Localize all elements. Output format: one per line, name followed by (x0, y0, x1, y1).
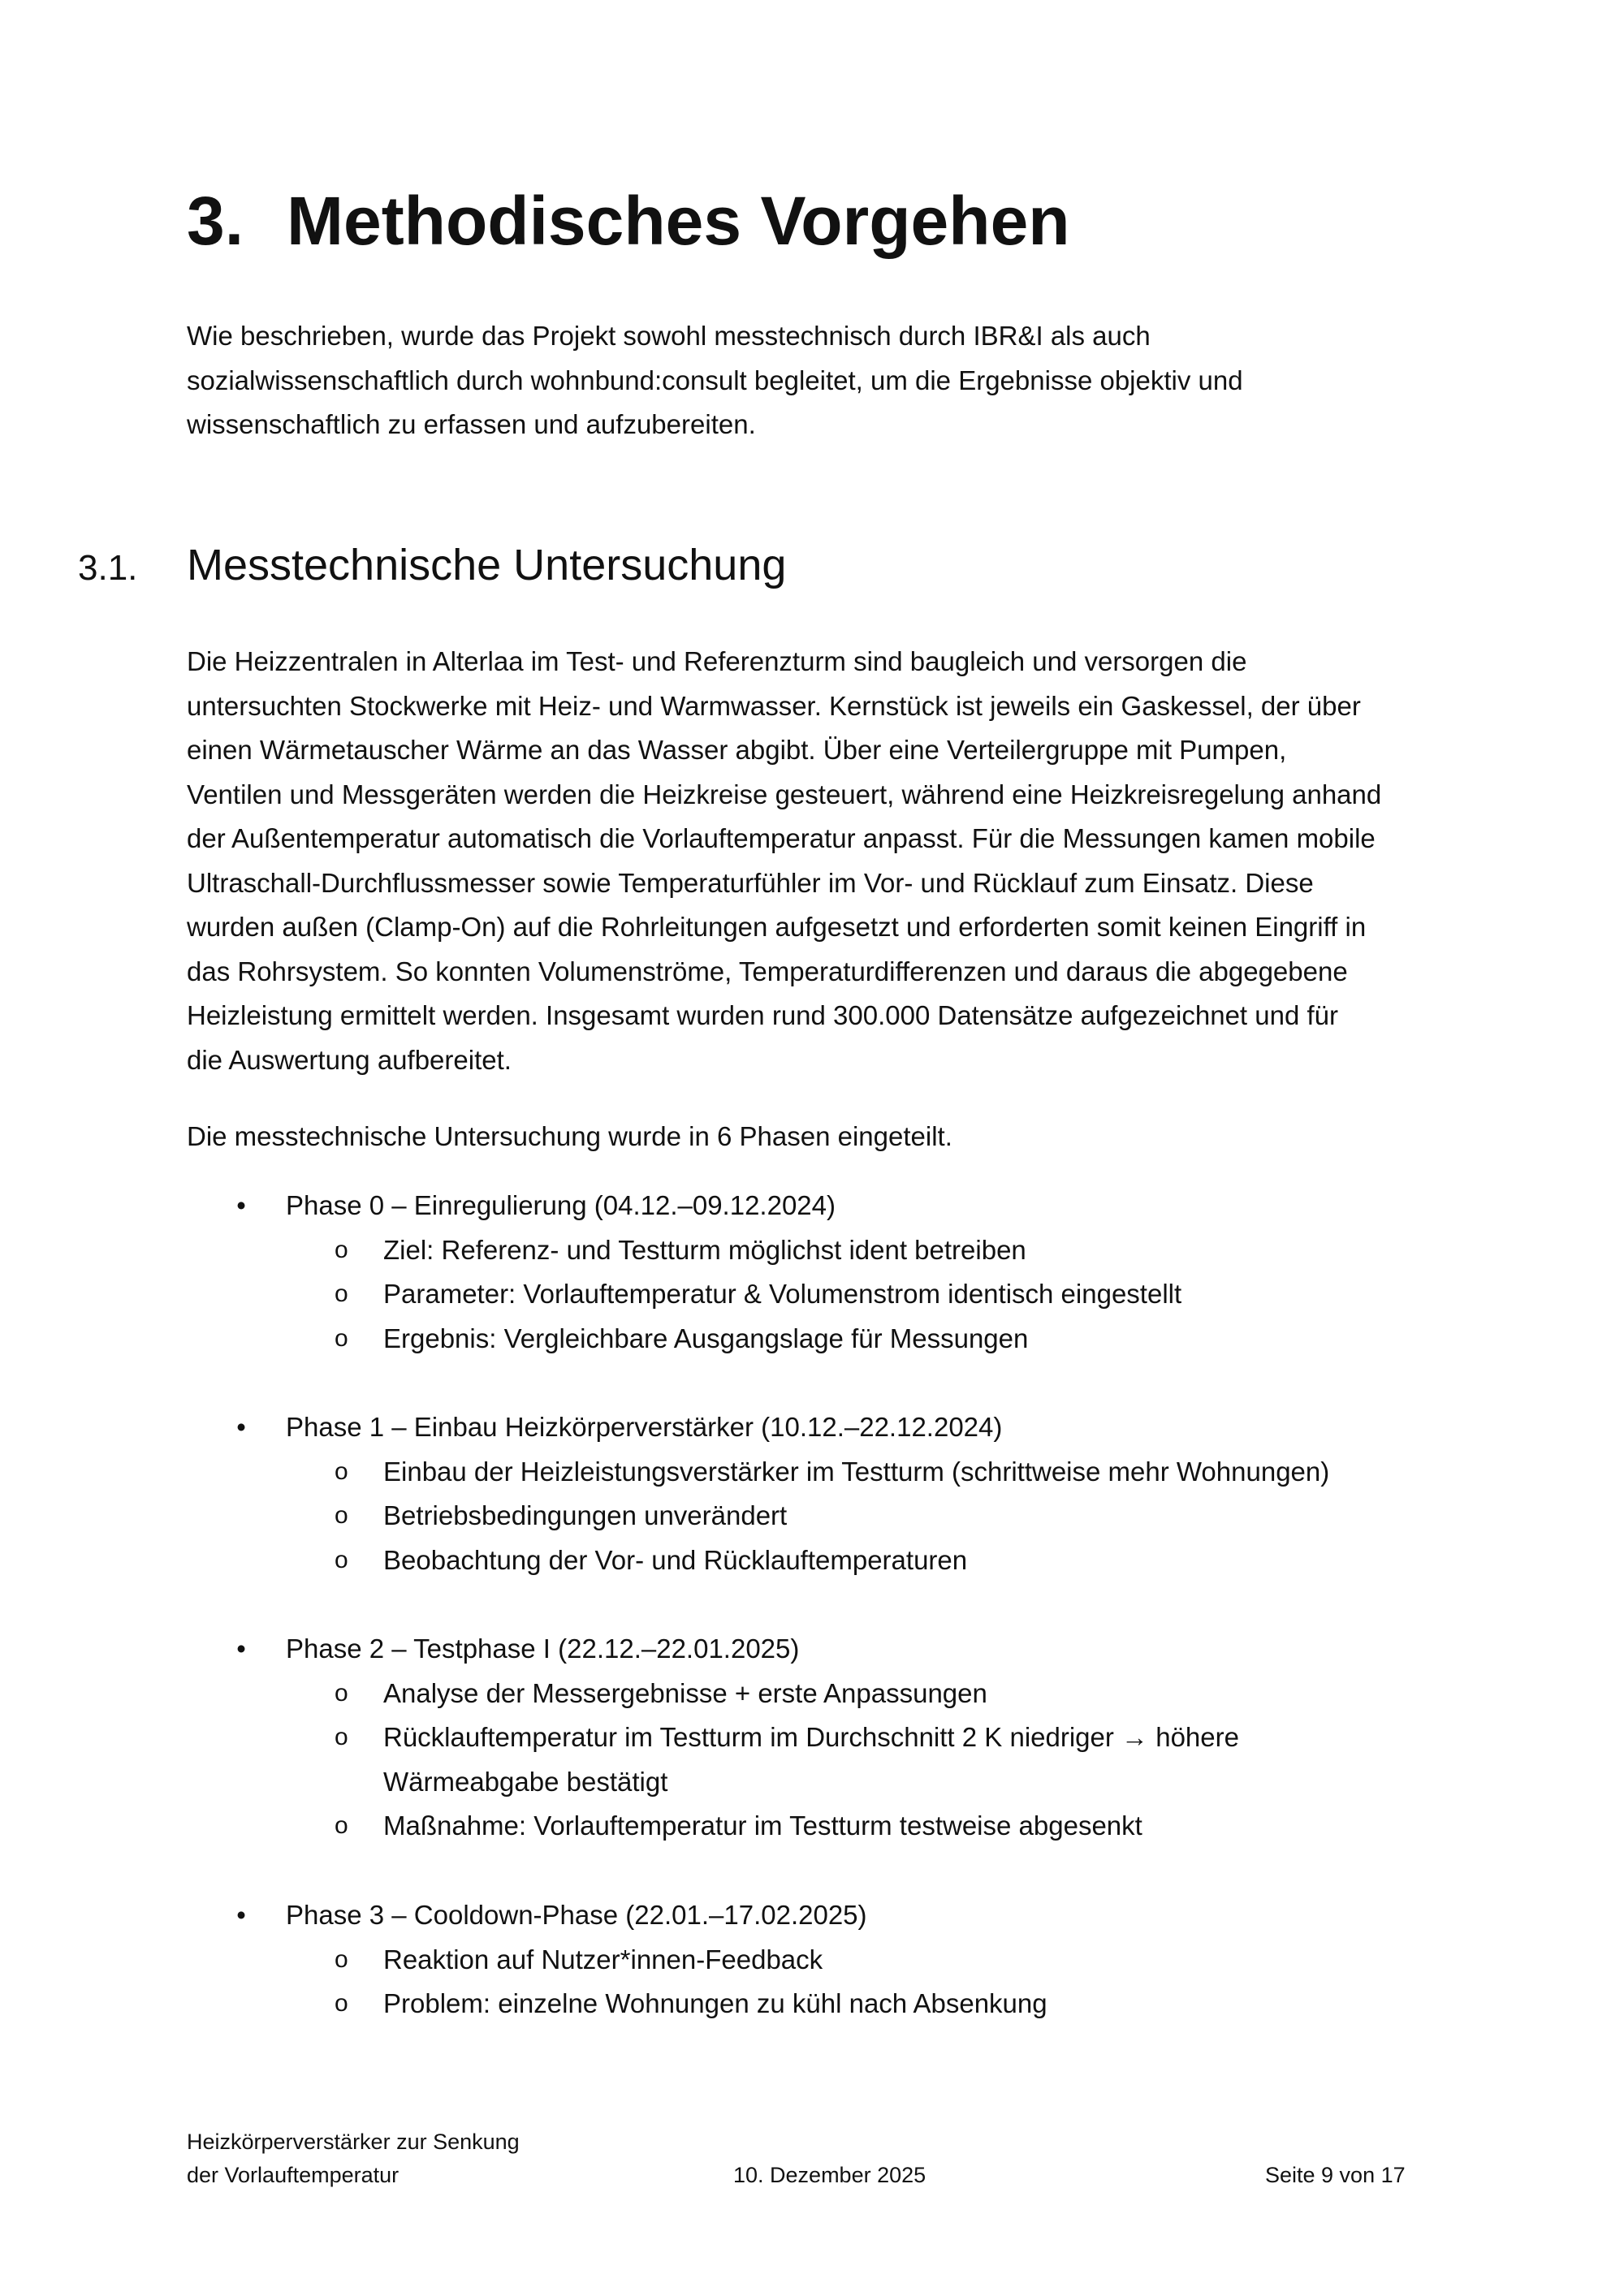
phase-items (235, 1450, 1502, 1583)
circle-bullet-icon: o (335, 1990, 348, 2017)
circle-bullet-icon: o (335, 1236, 348, 1263)
phase-title-row (235, 1405, 1502, 1450)
body-line: Heizleistung ermittelt werden. Insgesamt wurden rund 300.000 Datensätze aufgezeichnet und für (187, 1000, 1339, 1030)
body-line: Ventilen und Messgeräten werden die Heizkreise gesteuert, während eine Heizkreisregelung anhand (187, 779, 1382, 809)
phase-item: o Reaktion auf Nutzer*innen-Feedback (235, 1938, 1502, 1983)
phase-block (235, 1893, 1502, 2026)
footer-date: 10. Dezember 2025 (733, 2163, 926, 2187)
phase-item: o Beobachtung der Vor- und Rücklauftemperaturen (235, 1539, 1502, 1583)
phase-title: Phase 2 – Testphase I (22.12.–22.01.2025) (286, 1634, 800, 1664)
circle-bullet-icon: o (335, 1724, 348, 1750)
body-line: untersuchten Stockwerke mit Heiz- und Warmwasser. Kernstück ist jeweils ein Gaskessel, der über (187, 690, 1361, 721)
circle-bullet-icon: o (335, 1679, 348, 1707)
intro-paragraph (187, 314, 1453, 447)
bullet-icon: • (236, 1634, 246, 1664)
bullet-icon: • (236, 1900, 246, 1930)
chapter-number: 3. (187, 183, 244, 259)
phase-block (235, 1405, 1502, 1582)
circle-bullet-icon: o (335, 1324, 348, 1352)
phase-title: Phase 3 – Cooldown-Phase (22.01.–17.02.2025) (286, 1900, 867, 1930)
body-line: die Auswertung aufbereitet. (187, 1044, 512, 1075)
phase-items (235, 1938, 1502, 2026)
body-line: das Rohrsystem. So konnten Volumenströme, Temperaturdifferenzen und daraus die abgegebene (187, 956, 1348, 986)
phase-item: o Ziel: Referenz- und Testturm möglichst ident betreiben (235, 1228, 1502, 1273)
section-title: Messtechnische Untersuchung (187, 541, 787, 589)
phase-title: Phase 0 – Einregulierung (04.12.–09.12.2024) (286, 1190, 836, 1220)
body-paragraph (187, 640, 1453, 1082)
phase-block (235, 1184, 1502, 1361)
body-line: einen Wärmetauscher Wärme an das Wasser abgibt. Über eine Verteilergruppe mit Pumpen, (187, 735, 1287, 765)
phase-title-row (235, 1893, 1502, 1938)
phase-title-row (235, 1627, 1502, 1672)
intro-line: sozialwissenschaftlich durch wohnbund:consult begleitet, um die Ergebnisse objektiv und (187, 365, 1243, 395)
footer-title-line: Heizkörperverstärker zur Senkung (187, 2130, 520, 2154)
footer-doc-title (187, 2126, 520, 2192)
phases-intro: Die messtechnische Untersuchung wurde in 6 Phasen eingeteilt. (187, 1121, 952, 1151)
phase-block (235, 1627, 1502, 1849)
phase-item: o Ergebnis: Vergleichbare Ausgangslage für Messungen (235, 1317, 1502, 1362)
intro-line: wissenschaftlich zu erfassen und aufzubereiten. (187, 409, 756, 439)
body-line: Ultraschall-Durchflussmesser sowie Temperaturfühler im Vor- und Rücklauf zum Einsatz. Diese (187, 867, 1314, 898)
phase-item: o Analyse der Messergebnisse + erste Anpassungen (235, 1672, 1502, 1716)
phase-items (235, 1672, 1502, 1849)
body-line: wurden außen (Clamp-On) auf die Rohrleitungen aufgesetzt und erforderten somit keinen Eingriff in (187, 912, 1367, 942)
footer-title-line: der Vorlauftemperatur (187, 2163, 400, 2187)
phase-title-row (235, 1184, 1502, 1228)
phase-item: o Rücklauftemperatur im Testturm im Durchschnitt 2 K niedriger → höhere Wärmeabgabe bestätigt (235, 1716, 1502, 1804)
phase-item: o Einbau der Heizleistungsverstärker im Testturm (schrittweise mehr Wohnungen) (235, 1450, 1502, 1495)
circle-bullet-icon: o (335, 1457, 348, 1485)
body-line: der Außentemperatur automatisch die Vorlauftemperatur anpasst. Für die Messungen kamen mobile (187, 823, 1376, 853)
phase-item: o Betriebsbedingungen unverändert (235, 1494, 1502, 1539)
circle-bullet-icon: o (335, 1280, 348, 1307)
phase-items (235, 1228, 1502, 1362)
circle-bullet-icon: o (335, 1812, 348, 1839)
phase-item: o Parameter: Vorlauftemperatur & Volumenstrom identisch eingestellt (235, 1272, 1502, 1317)
body-line: Die Heizzentralen in Alterlaa im Test- und Referenzturm sind baugleich und versorgen die (187, 646, 1247, 676)
chapter-title: Methodisches Vorgehen (287, 183, 1070, 259)
circle-bullet-icon: o (335, 1546, 348, 1573)
section-heading (78, 537, 786, 597)
phase-item: o Maßnahme: Vorlauftemperatur im Testturm testweise abgesenkt (235, 1804, 1502, 1849)
circle-bullet-icon: o (335, 1945, 348, 1973)
circle-bullet-icon: o (335, 1502, 348, 1529)
bullet-icon: • (236, 1412, 246, 1442)
footer-page-number: Seite 9 von 17 (1265, 2163, 1406, 2187)
intro-line: Wie beschrieben, wurde das Projekt sowohl messtechnisch durch IBR&I als auch (187, 321, 1151, 351)
section-number: 3.1. (78, 548, 138, 588)
phase-title: Phase 1 – Einbau Heizkörperverstärker (10.12.–22.12.2024) (286, 1412, 1003, 1442)
chapter-heading (187, 180, 1070, 261)
phase-item: o Problem: einzelne Wohnungen zu kühl nach Absenkung (235, 1982, 1502, 2026)
bullet-icon: • (236, 1190, 246, 1220)
